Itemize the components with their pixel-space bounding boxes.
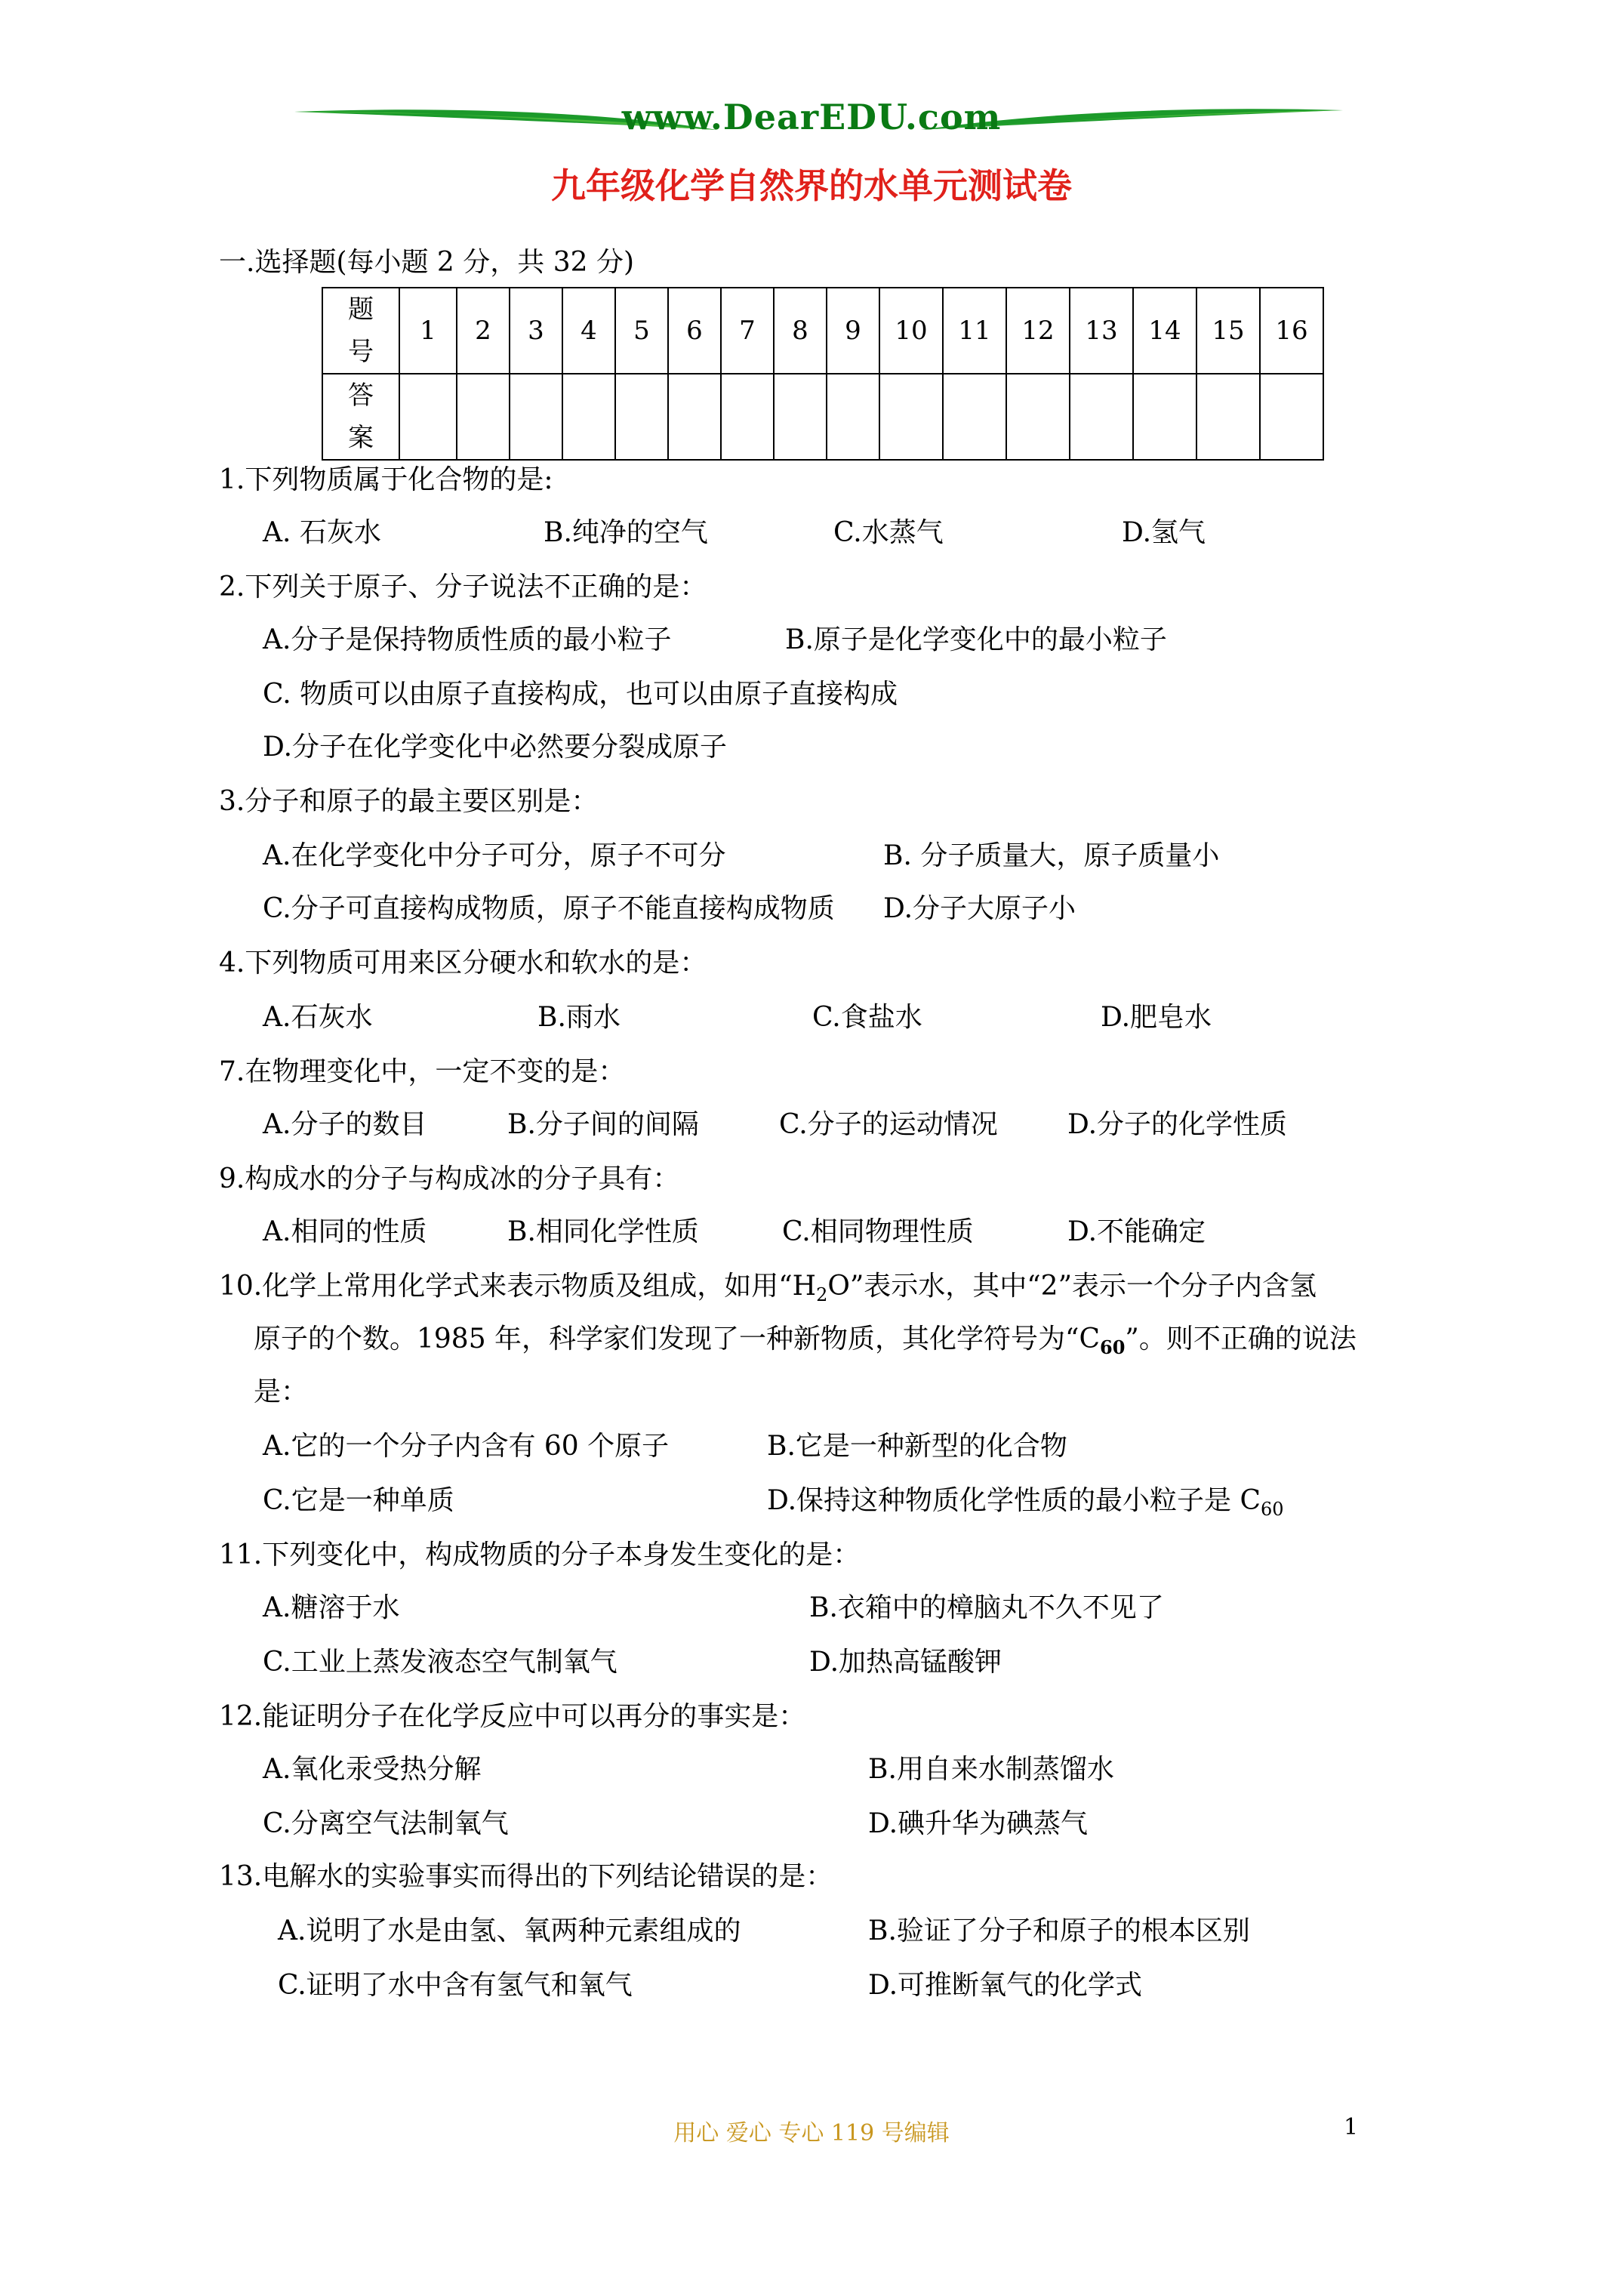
q3-option-c: C.分子可直接构成物质，原子不能直接构成物质 <box>263 893 835 924</box>
q7-option-c: C.分子的运动情况 <box>779 1109 998 1140</box>
q1-option-a: A. 石灰水 <box>263 517 381 548</box>
q2-option-a: A.分子是保持物质性质的最小粒子 <box>263 624 672 655</box>
answer-cell[interactable] <box>399 374 457 460</box>
answer-cell[interactable] <box>721 374 774 460</box>
q4-option-d: D.肥皂水 <box>1101 1002 1212 1033</box>
table-cell: 10 <box>879 288 943 374</box>
q3-option-a: A.在化学变化中分子可分，原子不可分 <box>263 840 726 871</box>
answer-cell[interactable] <box>774 374 827 460</box>
q3-option-b: B. 分子质量大，原子质量小 <box>883 840 1220 871</box>
q12-option-a: A.氧化汞受热分解 <box>263 1754 482 1785</box>
q10-option-c: C.它是一种单质 <box>263 1485 454 1516</box>
q10-option-a: A.它的一个分子内含有 60 个原子 <box>263 1431 670 1462</box>
table-cell: 5 <box>615 288 668 374</box>
q4-option-c: C.食盐水 <box>812 1002 922 1033</box>
q1-option-b: B.纯净的空气 <box>544 517 708 548</box>
q12-option-b: B.用自来水制蒸馏水 <box>868 1754 1114 1785</box>
q2-option-b: B.原子是化学变化中的最小粒子 <box>785 624 1167 655</box>
q7-option-d: D.分子的化学性质 <box>1067 1109 1288 1140</box>
q1-option-d: D.氢气 <box>1122 517 1206 548</box>
table-cell: 15 <box>1196 288 1260 374</box>
q11-option-d: D.加热高锰酸钾 <box>809 1647 1002 1678</box>
answer-table-number-row <box>322 288 1323 374</box>
question-10-stem-line2: 原子的个数。1985 年，科学家们发现了一种新物质，其化学符号为“$C_{60}$”。则不正确的说法 <box>254 1324 1357 1359</box>
answer-cell[interactable] <box>879 374 943 460</box>
q13-option-c: C.证明了水中含有氢气和氧气 <box>278 1970 633 2001</box>
answer-cell[interactable] <box>562 374 615 460</box>
table-cell: 16 <box>1260 288 1323 374</box>
table-cell: 14 <box>1133 288 1196 374</box>
q12-option-d: D.碘升华为碘蒸气 <box>868 1808 1089 1839</box>
answer-cell[interactable] <box>1133 374 1196 460</box>
q10-option-d: D.保持这种物质化学性质的最小粒子是 $C_{60}$ <box>767 1485 1284 1521</box>
question-3-stem: 3.分子和原子的最主要区别是： <box>219 786 599 817</box>
answer-table <box>322 287 1324 461</box>
site-logo-text: www.DearEDU.com <box>621 97 1002 137</box>
answer-cell[interactable] <box>615 374 668 460</box>
q9-option-d: D.不能确定 <box>1067 1216 1206 1247</box>
table-cell: 6 <box>668 288 721 374</box>
question-10-stem-line1: 10.化学上常用化学式来表示物质及组成，如用“$H_2O$”表示水，其中“2”表示一个分子内含氢 <box>219 1271 1317 1306</box>
question-7-stem: 7.在物理变化中，一定不变的是： <box>219 1056 626 1087</box>
answer-cell[interactable] <box>827 374 879 460</box>
answer-cell[interactable] <box>1070 374 1133 460</box>
table-cell: 1 <box>399 288 457 374</box>
answer-cell[interactable] <box>943 374 1006 460</box>
q13-option-b: B.验证了分子和原子的根本区别 <box>868 1915 1250 1946</box>
q9-option-b: B.相同化学性质 <box>507 1216 699 1247</box>
page-number: 1 <box>1344 2114 1359 2140</box>
section-heading: 一.选择题(每小题 2 分，共 32 分) <box>219 247 635 278</box>
table-cell: 11 <box>943 288 1006 374</box>
q2-option-c: C. 物质可以由原子直接构成，也可以由原子直接构成 <box>263 679 898 710</box>
q13-option-d: D.可推断氧气的化学式 <box>868 1970 1143 2001</box>
q12-option-c: C.分离空气法制氧气 <box>263 1808 509 1839</box>
row-label-number: 题号 <box>322 288 399 374</box>
q1-option-c: C.水蒸气 <box>833 517 944 548</box>
q11-option-b: B.衣箱中的樟脑丸不久不见了 <box>809 1592 1164 1623</box>
answer-cell[interactable] <box>668 374 721 460</box>
q3-option-d: D.分子大原子小 <box>883 893 1076 924</box>
page-title: 九年级化学自然界的水单元测试卷 <box>551 165 1072 206</box>
question-12-stem: 12.能证明分子在化学反应中可以再分的事实是： <box>219 1701 806 1732</box>
table-cell: 8 <box>774 288 827 374</box>
table-cell: 2 <box>457 288 510 374</box>
question-11-stem: 11.下列变化中，构成物质的分子本身发生变化的是： <box>219 1539 861 1570</box>
question-13-stem: 13.电解水的实验事实而得出的下列结论错误的是： <box>219 1861 833 1892</box>
footer-slogan: 用心 爱心 专心 119 号编辑 <box>673 2120 950 2147</box>
q4-option-b: B.雨水 <box>537 1002 621 1033</box>
table-cell: 4 <box>562 288 615 374</box>
question-4-stem: 4.下列物质可用来区分硬水和软水的是： <box>219 948 707 978</box>
answer-cell[interactable] <box>1196 374 1260 460</box>
table-cell: 12 <box>1006 288 1070 374</box>
question-9-stem: 9.构成水的分子与构成冰的分子具有： <box>219 1163 680 1194</box>
q9-option-c: C.相同物理性质 <box>782 1216 974 1247</box>
answer-cell[interactable] <box>457 374 510 460</box>
table-cell: 9 <box>827 288 879 374</box>
q7-option-a: A.分子的数目 <box>263 1109 427 1140</box>
answer-cell[interactable] <box>1006 374 1070 460</box>
answer-cell[interactable] <box>1260 374 1323 460</box>
q11-option-a: A.糖溶于水 <box>263 1592 400 1623</box>
table-cell: 13 <box>1070 288 1133 374</box>
question-1-stem: 1.下列物质属于化合物的是: <box>219 464 553 495</box>
q2-option-d: D.分子在化学变化中必然要分裂成原子 <box>263 732 728 763</box>
q7-option-b: B.分子间的间隔 <box>507 1109 699 1140</box>
question-2-stem: 2.下列关于原子、分子说法不正确的是： <box>219 572 707 603</box>
question-10-stem-line3: 是： <box>254 1376 309 1407</box>
table-cell: 3 <box>510 288 562 374</box>
answer-cell[interactable] <box>510 374 562 460</box>
answer-table-answer-row <box>322 374 1323 460</box>
q13-option-a: A.说明了水是由氢、氧两种元素组成的 <box>278 1915 741 1946</box>
q9-option-a: A.相同的性质 <box>263 1216 427 1247</box>
q11-option-c: C.工业上蒸发液态空气制氧气 <box>263 1647 617 1678</box>
q4-option-a: A.石灰水 <box>263 1002 373 1033</box>
q10-option-b: B.它是一种新型的化合物 <box>767 1431 1067 1462</box>
table-cell: 7 <box>721 288 774 374</box>
row-label-answer: 答案 <box>322 374 399 460</box>
